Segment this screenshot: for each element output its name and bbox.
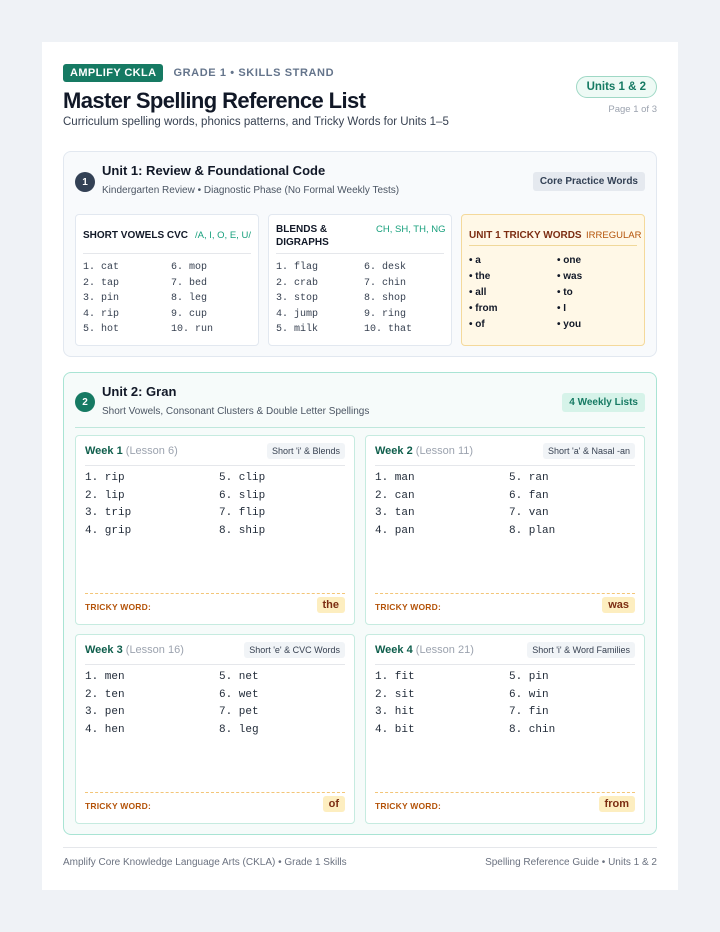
- week-word-list: [85, 470, 345, 541]
- week-name: Week 3: [85, 644, 123, 656]
- tricky-word: • a: [469, 255, 481, 266]
- spelling-word: 4. jump: [276, 308, 319, 320]
- spelling-word: 1. men: [85, 671, 125, 683]
- spelling-word: 3. stop: [276, 293, 319, 305]
- page-title: Master Spelling Reference List: [63, 88, 366, 113]
- spelling-word: 1. man: [375, 472, 415, 484]
- spelling-word: 2. sit: [375, 688, 415, 701]
- spelling-word: 9. cup: [171, 308, 208, 320]
- tricky-word: • you: [557, 319, 582, 330]
- spelling-word: 4. hen: [85, 724, 125, 737]
- tricky-word-label: TRICKY WORD:: [375, 801, 441, 811]
- tricky-word: • to: [557, 287, 573, 298]
- word-list: [83, 260, 251, 338]
- spelling-word: 7. pet: [219, 706, 259, 719]
- spelling-word: 3. trip: [85, 507, 132, 520]
- unit-subtitle: Short Vowels, Consonant Clusters & Double Letter Spellings: [102, 406, 370, 417]
- tricky-word: • I: [557, 303, 567, 314]
- spelling-word: 1. flag: [276, 262, 319, 273]
- spelling-word: 8. plan: [509, 525, 556, 538]
- spelling-word: 7. flip: [219, 507, 266, 520]
- footer-divider: [63, 847, 657, 848]
- week-lesson: (Lesson 21): [415, 644, 474, 656]
- tricky-word: the: [317, 597, 346, 613]
- spelling-word: 1. cat: [83, 262, 120, 273]
- spelling-word: 5. net: [219, 671, 259, 683]
- spelling-word: 9. ring: [364, 308, 407, 320]
- unit-number-badge: 2: [75, 392, 95, 412]
- unit-subtitle: Kindergarten Review • Diagnostic Phase (No Formal Weekly Tests): [102, 185, 400, 196]
- short-vowels-box: [75, 214, 259, 346]
- spelling-word: 7. chin: [364, 277, 407, 289]
- unit-1-card: [63, 151, 657, 357]
- footer-left: Amplify Core Knowledge Language Arts (CKLA) • Grade 1 Skills: [63, 857, 347, 868]
- spelling-word: 8. ship: [219, 525, 266, 538]
- spelling-word: 3. pen: [85, 706, 125, 719]
- week-lesson: (Lesson 11): [415, 445, 474, 457]
- spelling-word: 1. rip: [85, 472, 125, 484]
- tricky-word: of: [323, 796, 345, 812]
- spelling-word: 8. chin: [509, 724, 556, 737]
- tricky-word-list: [469, 253, 637, 333]
- box-title: SHORT VOWELS CVC: [83, 230, 189, 241]
- spelling-word: 2. lip: [85, 489, 125, 502]
- spelling-word: 7. fin: [509, 706, 549, 719]
- spelling-word: 10. that: [364, 324, 413, 336]
- spelling-word: 6. fan: [509, 489, 549, 502]
- unit-badge: Core Practice Words: [533, 172, 645, 191]
- spelling-word: 4. rip: [83, 308, 120, 320]
- spelling-word: 6. mop: [171, 262, 208, 273]
- week-name: Week 2: [375, 445, 413, 457]
- unit-title: Unit 1: Review & Foundational Code: [102, 163, 326, 178]
- tricky-word: was: [602, 597, 635, 613]
- week-1-card: [75, 435, 355, 625]
- tricky-word: • of: [469, 319, 485, 330]
- spelling-word: 8. leg: [219, 724, 259, 737]
- tricky-word-row: [375, 792, 635, 815]
- spelling-word: 5. hot: [83, 324, 120, 336]
- spelling-word: 2. ten: [85, 688, 125, 701]
- week-lesson: (Lesson 16): [125, 644, 184, 656]
- week-word-list: [375, 669, 635, 740]
- spelling-word: 7. van: [509, 507, 549, 520]
- box-hint: CH, SH, TH, NG: [376, 224, 446, 235]
- tricky-word: • one: [557, 255, 582, 266]
- spelling-word: 5. pin: [509, 671, 549, 683]
- week-name: Week 1: [85, 445, 123, 457]
- week-name: Week 4: [375, 644, 413, 656]
- spelling-word: 8. shop: [364, 293, 407, 305]
- unit-number-badge: 1: [75, 172, 95, 192]
- spelling-word: 2. tap: [83, 277, 120, 289]
- week-word-list: [375, 470, 635, 541]
- unit-2-card: [63, 372, 657, 835]
- document-page: [42, 42, 678, 890]
- units-badge: Units 1 & 2: [576, 76, 657, 98]
- page-number: Page 1 of 3: [608, 104, 657, 115]
- week-focus-badge: Short 'i' & Blends: [267, 443, 345, 459]
- spelling-word: 4. pan: [375, 525, 415, 538]
- box-title: UNIT 1 TRICKY WORDS: [469, 230, 582, 241]
- box-title: BLENDS & DIGRAPHS: [276, 224, 329, 248]
- spelling-word: 6. desk: [364, 262, 407, 273]
- box-hint: /A, I, O, E, U/: [195, 230, 251, 241]
- spelling-word: 6. win: [509, 688, 549, 701]
- week-2-card: [365, 435, 645, 625]
- spelling-word: 6. wet: [219, 688, 259, 701]
- spelling-word: 5. milk: [276, 324, 319, 336]
- document-header: [63, 64, 657, 161]
- tricky-words-box: [461, 214, 645, 346]
- spelling-word: 5. ran: [509, 472, 549, 484]
- week-4-card: [365, 634, 645, 824]
- spelling-word: 10. run: [171, 324, 214, 336]
- week-focus-badge: Short 'e' & CVC Words: [244, 642, 345, 658]
- spelling-word: 4. bit: [375, 724, 415, 737]
- spelling-word: 4. grip: [85, 525, 132, 538]
- brand-badge: AMPLIFY CKLA: [63, 64, 163, 82]
- tricky-word-label: TRICKY WORD:: [375, 602, 441, 612]
- spelling-word: 6. slip: [219, 489, 266, 502]
- blends-digraphs-box: [268, 214, 452, 346]
- spelling-word: 7. bed: [171, 277, 208, 289]
- tricky-word: • the: [469, 271, 491, 282]
- spelling-word: 5. clip: [219, 472, 266, 484]
- box-hint: IRREGULAR: [586, 230, 642, 241]
- page-subtitle: Curriculum spelling words, phonics patterns, and Tricky Words for Units 1–5: [63, 116, 449, 128]
- spelling-word: 3. tan: [375, 507, 415, 520]
- unit-title: Unit 2: Gran: [102, 384, 177, 399]
- tricky-word-row: [85, 593, 345, 616]
- tricky-word-label: TRICKY WORD:: [85, 602, 151, 612]
- week-word-list: [85, 669, 345, 740]
- spelling-word: 3. hit: [375, 706, 415, 719]
- unit-badge: 4 Weekly Lists: [562, 393, 645, 412]
- tricky-word: from: [599, 796, 635, 812]
- spelling-word: 8. leg: [171, 293, 208, 305]
- week-lesson: (Lesson 6): [125, 445, 178, 457]
- tricky-word: • all: [469, 287, 487, 298]
- strand-label: GRADE 1 • SKILLS STRAND: [173, 67, 335, 79]
- spelling-word: 3. pin: [83, 293, 120, 305]
- spelling-word: 1. fit: [375, 671, 415, 683]
- tricky-word: • was: [557, 271, 583, 282]
- spelling-word: 2. can: [375, 489, 415, 502]
- tricky-word-row: [375, 593, 635, 616]
- tricky-word: • from: [469, 303, 498, 314]
- spelling-word: 2. crab: [276, 277, 319, 289]
- week-focus-badge: Short 'a' & Nasal -an: [543, 443, 635, 459]
- week-3-card: [75, 634, 355, 824]
- tricky-word-label: TRICKY WORD:: [85, 801, 151, 811]
- week-focus-badge: Short 'i' & Word Families: [527, 642, 635, 658]
- tricky-word-row: [85, 792, 345, 815]
- footer-right: Spelling Reference Guide • Units 1 & 2: [485, 857, 657, 868]
- word-list: [276, 260, 444, 338]
